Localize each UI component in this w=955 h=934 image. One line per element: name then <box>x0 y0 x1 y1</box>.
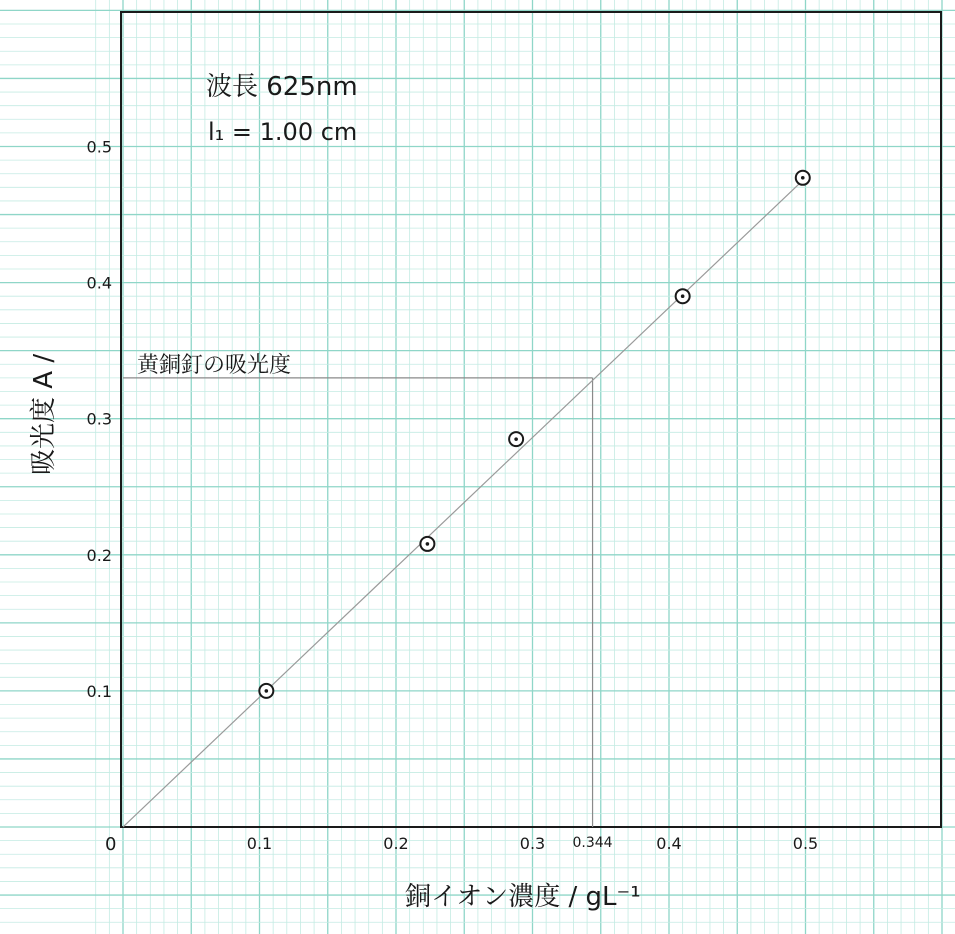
y-tick-label: 0.5 <box>86 137 112 157</box>
x-tick-label: 0.4 <box>656 834 682 853</box>
x-tick-label: 0.1 <box>246 834 273 853</box>
wavelength-note: 波長 625nm <box>206 72 358 102</box>
x-tick-labels <box>247 834 818 853</box>
data-point-center <box>426 542 430 546</box>
reference-guides <box>123 378 613 851</box>
y-tick-label: 0.2 <box>86 545 112 565</box>
origin-label: 0 <box>105 834 117 855</box>
reference-x-label: 0.344 <box>572 835 613 851</box>
y-axis-label: 吸光度 A / <box>29 353 59 475</box>
data-point-center <box>681 294 685 298</box>
x-tick-label: 0.5 <box>792 834 819 853</box>
data-point-center <box>514 437 518 441</box>
y-tick-label: 0.3 <box>86 409 112 429</box>
path-length-note: l₁ = 1.00 cm <box>208 118 358 146</box>
x-tick-label: 0.3 <box>519 834 546 853</box>
y-tick-label: 0.4 <box>86 273 112 293</box>
x-axis-label: 銅イオン濃度 / gL⁻¹ <box>405 882 641 912</box>
y-tick-labels <box>87 138 112 701</box>
reference-label: 黄銅釘の吸光度 <box>137 353 292 378</box>
y-tick-label: 0.1 <box>86 681 112 701</box>
data-point-center <box>801 176 805 180</box>
x-tick-label: 0.2 <box>383 834 409 853</box>
data-point-center <box>265 689 269 693</box>
